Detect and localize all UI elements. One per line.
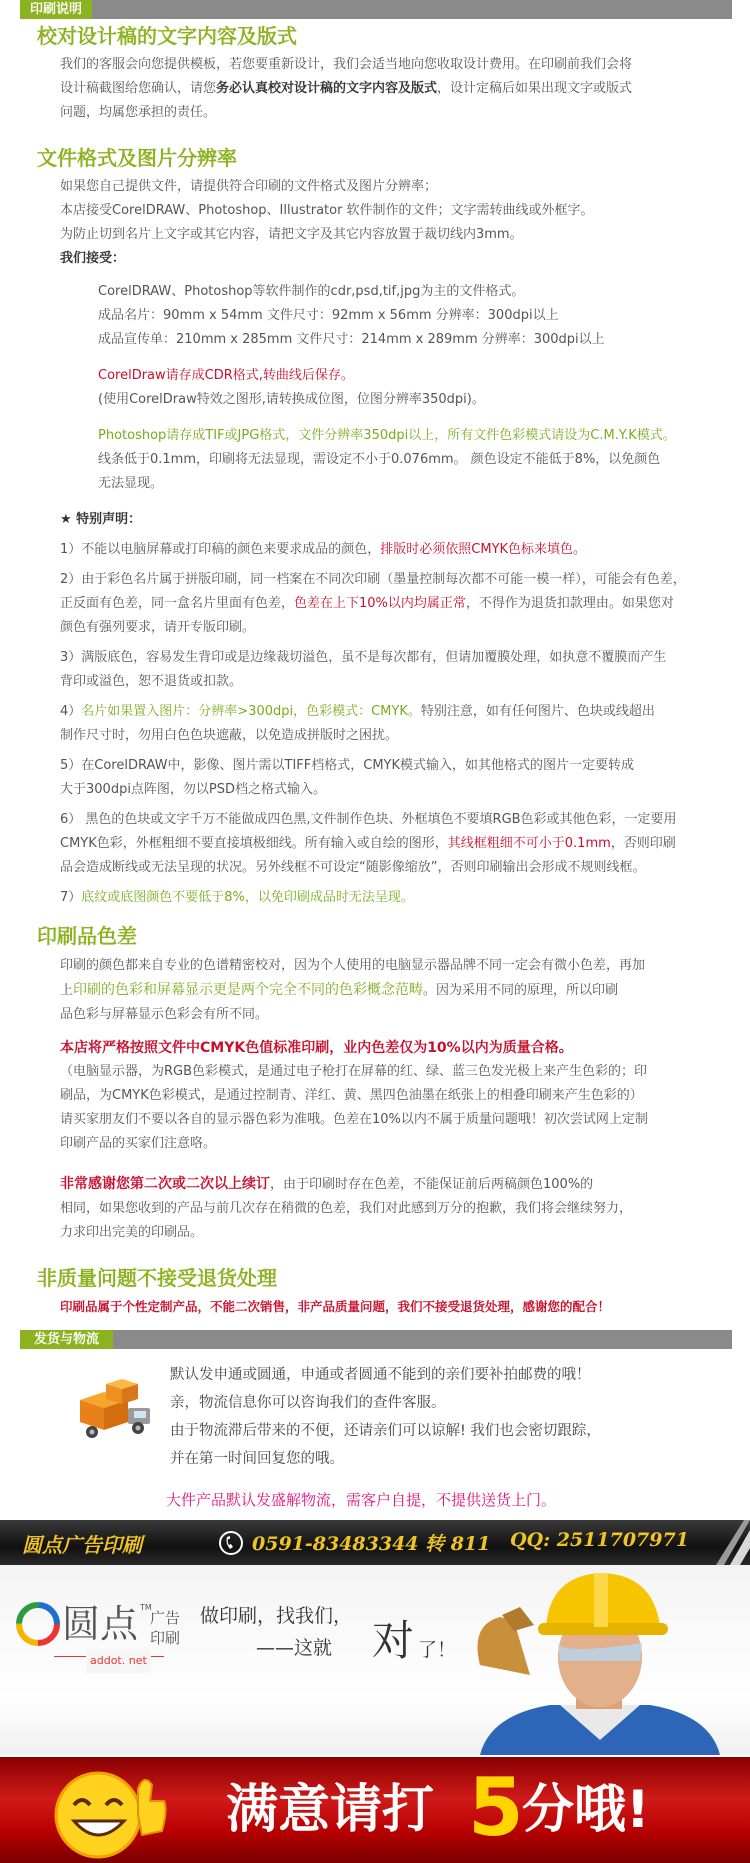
heading-no-return: 非质量问题不接受退货处理 bbox=[37, 1266, 277, 1290]
delivery-truck-icon bbox=[76, 1378, 156, 1444]
corner-stripe-decoration bbox=[708, 1520, 750, 1565]
rating-star-count: 5 bbox=[468, 1761, 524, 1854]
proofread-paragraph: 我们的客服会向您提供模板，若您要重新设计，我们会适当地向您收取设计费用。在印刷前我们会将 设计稿截图给您确认，请您务必认真校对设计稿的文字内容及版式，设计定稿后如果出现文字或版式 问题，均属您承担的责任。 bbox=[60, 57, 633, 120]
qq-number[interactable]: QQ: 2511707971 bbox=[510, 1529, 689, 1551]
special-label: ★ 特别声明： bbox=[60, 512, 142, 527]
heading-file-format: 文件格式及图片分辨率 bbox=[37, 146, 237, 170]
rating-text-b: 分哦! bbox=[522, 1780, 650, 1840]
brand-logo-icon bbox=[16, 1602, 60, 1646]
promo-banner bbox=[0, 1565, 750, 1755]
logo-ad-line2: 印刷 bbox=[150, 1629, 181, 1647]
special-notes: ★ 特别声明： 1）不能以电脑屏幕或打印稿的颜色来要求成品的颜色，排版时必须依照CMYK色标来填色。 2）由于彩色名片属于拼版印刷，同一档案在不同次印刷（墨量控制每次都不可能一模一样），可能会有色差， 正反面有色差，同一盒名片里面有色差，色差在上下10%以内均属正常，不得作为退货扣款理由。如果您对 颜色有强列要求，请开专版印刷。 3）满版底色，容易发生背印或是边缘裁切溢色，虽不是每次都有，但请加覆膜处理，如执意不覆膜而产生 背印或溢色，恕不退货或扣款。 4）名片如果置入图片：分辨率>300dpi，色彩模式：CMYK。特别注意，如有任何图片、色块或线超出 制作尺寸时，勿用白色色块遮蔽，以免造成拼版时之困扰。 5）在CorelDRAW中，影像、图片需以TIFF档格式，CMYK模式输入，如其他格式的图片一定要转成 大于300dpi点阵图，勿以PSD档之格式输入。 6） 黑色的色块或文字千万不能做成四色黑,文件制作色块、外框填色不要填RGB色彩或其他色彩，一定要用 CMYK色彩，外框粗细不要直接填极细线。所有输入或自绘的图形，其线框粗细不可小于0.1mm，否则印刷 品会造成断线或无法呈现的状况。另外线框不可设定“随影像缩放”，否则印刷输出会形成不规则线框。 7）底纹或底图颜色不要低于8%，以免印刷成品时无法呈现。 bbox=[60, 508, 686, 910]
rating-banner bbox=[0, 1757, 750, 1863]
slogan-emphasis: 对 bbox=[372, 1616, 415, 1665]
photoshop-note: Photoshop请存成TIF或JPG格式，文件分辨率350dpi以上，所有文件色彩模式请设为C.M.Y.K模式。 线条低于0.1mm，印刷将无法显现，需设定不小于0.076mm。 颜色设定不能低于8%，以免颜色 无法显现。 bbox=[98, 428, 676, 491]
slogan-line2: ——这就 bbox=[256, 1637, 333, 1659]
shipping-info: 默认发申通或圆通，申通或者圆通不能到的亲们要补拍邮费的哦！ 亲，物流信息你可以咨询我们的查件客服。 由于物流滞后带来的不便，还请亲们可以谅解! 我们也会密切跟踪， 并在第一时间回复您的哦。 bbox=[170, 1367, 601, 1467]
smiley-thumbs-up-icon bbox=[48, 1765, 168, 1861]
rating-text-a: 满意请打 bbox=[226, 1780, 435, 1840]
section-bar-print bbox=[20, 0, 732, 19]
reorder-thanks: 非常感谢您第二次或二次以上续订，由于印刷时存在色差，不能保证前后两稿颜色100%的 相同，如果您收到的产品与前几次存在稍微的色差，我们对此感到万分的抱歉，我们将会继续努力， 力求印出完美的印刷品。 bbox=[60, 1176, 633, 1240]
slogan-line1: 做印刷，找我们， bbox=[200, 1605, 353, 1627]
bulky-shipping-note: 大件产品默认发盛解物流，需客户自提，不提供送货上门。 bbox=[166, 1491, 557, 1509]
phone-number[interactable]: 0591-83483344 转 811 bbox=[252, 1533, 491, 1555]
brand-name: 圆点广告印刷 bbox=[22, 1533, 142, 1557]
section-tab-print: 印刷说明 bbox=[20, 0, 92, 19]
trademark-mark: TM bbox=[140, 1603, 152, 1612]
color-standard: 本店将严格按照文件中CMYK色值标准印刷，业内色差仅为10%以内为质量合格。 （电脑显示器，为RGB色彩模式，是通过电子枪打在屏幕的红、绿、蓝三色发光极上来产生色彩的；印 刷品，为CMYK色彩模式，是通过控制青、洋红、黄、黑四色油墨在纸张上的相叠印刷来产生色彩的） 请买家朋友们不要以各自的显示器色彩为准哦。色差在10%以内不属于质量问题哦！初次尝试网上定制 印刷产品的买家们注意咯。 bbox=[60, 1040, 648, 1151]
contact-banner bbox=[0, 1520, 750, 1565]
file-format-paragraph: 如果您自己提供文件，请提供符合印刷的文件格式及图片分辨率； 本店接受CorelDRAW、Photoshop、Illustrator 软件制作的文件；文字需转曲线或外框字。 为防止切到名片上文字或其它内容，请把文字及其它内容放置于裁切线内3mm。 我们接受： bbox=[60, 175, 594, 271]
color-paragraph: 印刷的颜色都来自专业的色谱精密校对，因为个人使用的电脑显示器品牌不同一定会有微小色差，再加 上印刷的色彩和屏幕显示更是两个完全不同的色彩概念范畴。因为采用不同的原理，所以印刷 品色彩与屏幕显示色彩会有所不同。 bbox=[60, 958, 646, 1022]
heading-proofread: 校对设计稿的文字内容及版式 bbox=[37, 24, 297, 48]
accept-list: CorelDRAW、Photoshop等软件制作的cdr,psd,tif,jpg为主的文件格式。 成品名片：90mm x 54mm 文件尺寸：92mm x 56mm 分辨率：300dpi以上 成品宣传单：210mm x 285mm 文件尺寸：214mm x 289mm 分辨率：300dpi以上 bbox=[98, 284, 605, 347]
phone-icon bbox=[218, 1530, 244, 1556]
section-tab-shipping: 发货与物流 bbox=[20, 1330, 113, 1349]
logo-ad-line1: 广告 bbox=[150, 1609, 181, 1627]
section-bar-shipping bbox=[20, 1330, 732, 1349]
worker-hardhat-illustration bbox=[450, 1565, 740, 1755]
slogan-line3: 了！ bbox=[418, 1639, 457, 1661]
site-url[interactable]: addot. net bbox=[86, 1649, 151, 1673]
corel-note: CorelDraw请存成CDR格式,转曲线后保存。 (使用CorelDraw特效之图形,请转换成位图，位图分辨率350dpi)。 bbox=[98, 368, 485, 407]
accept-label: 我们接受： bbox=[60, 251, 126, 266]
logo-wordmark: 圆点 bbox=[62, 1602, 139, 1646]
heading-color-difference: 印刷品色差 bbox=[37, 924, 137, 948]
no-return-statement: 印刷品属于个性定制产品，不能二次销售，非产品质量问题，我们不接受退货处理，感谢您的配合！ bbox=[60, 1299, 611, 1314]
